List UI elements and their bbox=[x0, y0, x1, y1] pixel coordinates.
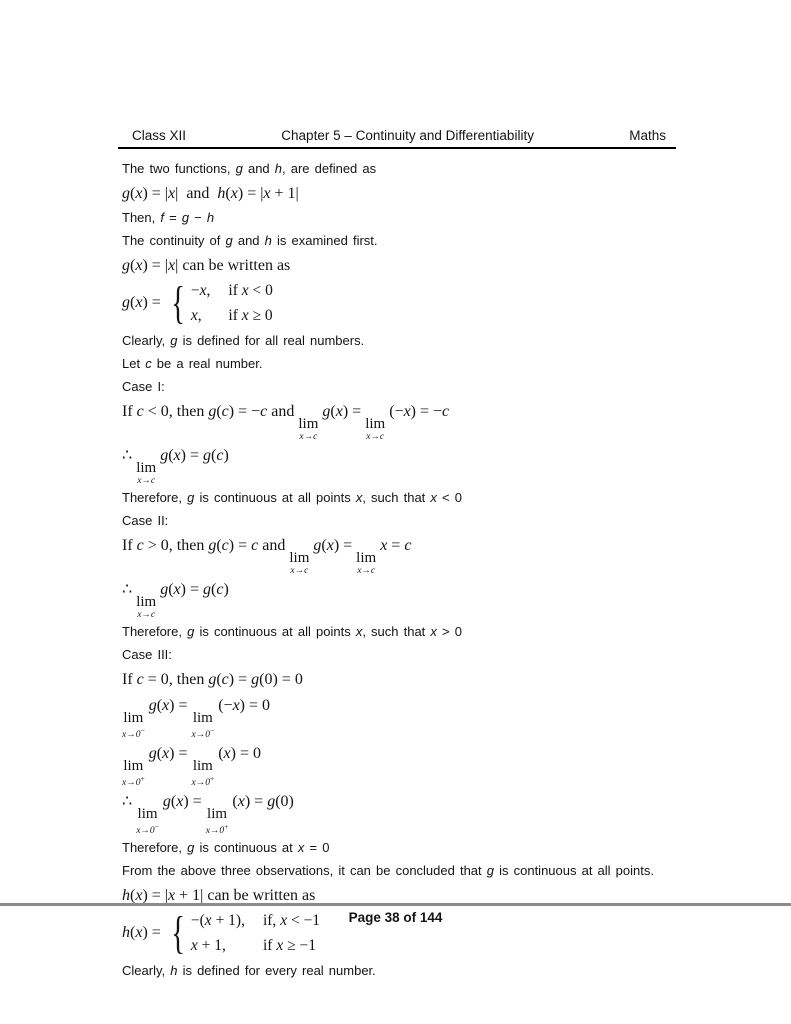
cases-rows bbox=[191, 281, 273, 325]
text-run: c bbox=[136, 403, 144, 420]
text-run: h bbox=[122, 924, 130, 942]
text-run: ( bbox=[211, 447, 217, 464]
text-run: Therefore, bbox=[122, 624, 188, 639]
math-line bbox=[122, 254, 680, 278]
limit-operator: lim x→c bbox=[356, 550, 377, 576]
header-class: Class XII bbox=[132, 128, 187, 143]
text-run: x bbox=[135, 887, 143, 905]
text-run: ) = bbox=[333, 537, 357, 554]
text-run: = 0, then bbox=[143, 671, 209, 688]
text-run: ( bbox=[156, 697, 163, 714]
text-run: ( bbox=[216, 671, 222, 688]
text-run: ) bbox=[223, 581, 229, 598]
text-run: ( bbox=[170, 793, 177, 811]
math-line bbox=[122, 400, 680, 442]
text-run: + 1| can be written as bbox=[175, 887, 316, 905]
limit-operator: lim x→c bbox=[136, 460, 157, 486]
text-run: x bbox=[380, 537, 388, 554]
text-run: is continuous at all points bbox=[194, 490, 356, 505]
text-run: g bbox=[160, 581, 169, 598]
header-subject: Maths bbox=[629, 128, 666, 143]
document-body bbox=[122, 159, 680, 984]
text-run: ∴ bbox=[122, 447, 137, 464]
text-run: g bbox=[148, 697, 157, 714]
text-run: c bbox=[136, 537, 144, 554]
text-run: x bbox=[135, 257, 143, 274]
text-run: x bbox=[135, 924, 143, 942]
text-run: is defined for every real number. bbox=[177, 963, 376, 979]
text-run: x bbox=[335, 403, 343, 420]
case-expression bbox=[191, 306, 211, 325]
text-run: x bbox=[168, 887, 176, 905]
text-run: c bbox=[216, 581, 224, 598]
paragraph bbox=[122, 231, 680, 250]
case-condition bbox=[228, 281, 272, 300]
text-run: ( bbox=[130, 294, 136, 311]
text-run: g bbox=[251, 671, 260, 688]
text-run: be a real number. bbox=[151, 356, 263, 371]
text-run: ( bbox=[214, 745, 224, 763]
text-run: ) = bbox=[180, 581, 203, 598]
text-run: x bbox=[168, 257, 176, 274]
text-run: ( bbox=[168, 581, 174, 598]
paragraph bbox=[122, 511, 680, 530]
limit-operator: lim x→0+ bbox=[122, 758, 145, 789]
limit-operator: lim x→c bbox=[136, 594, 157, 620]
text-run: (0) = 0 bbox=[259, 671, 303, 688]
text-run: Therefore, bbox=[122, 490, 188, 505]
text-run: is examined first. bbox=[271, 233, 378, 248]
text-run: ( bbox=[330, 403, 336, 420]
header-row bbox=[118, 127, 676, 147]
text-run: g bbox=[122, 294, 130, 311]
text-run: ( bbox=[225, 185, 231, 202]
text-run: = bbox=[163, 210, 182, 225]
text-run: = 0 bbox=[304, 840, 330, 856]
text-run: ( bbox=[216, 403, 222, 420]
text-run: − bbox=[189, 210, 207, 225]
text-run: c bbox=[145, 356, 152, 371]
text-run: ( bbox=[156, 745, 163, 763]
paragraph bbox=[122, 488, 680, 507]
text-run: ) = | bbox=[142, 887, 168, 905]
text-run: + 1, bbox=[197, 937, 226, 955]
text-run: x bbox=[223, 745, 231, 763]
text-run: If bbox=[122, 671, 137, 688]
limit-operator: lim x→0− bbox=[191, 710, 215, 741]
text-run: if bbox=[228, 307, 242, 324]
text-run: x bbox=[173, 581, 181, 598]
text-run: h bbox=[170, 963, 178, 979]
text-run: ) = 0 bbox=[230, 745, 261, 763]
text-run: ( bbox=[228, 793, 238, 811]
text-run: is continuous at all points. bbox=[494, 863, 654, 879]
text-run: The continuity of bbox=[122, 233, 226, 248]
brace-glyph: { bbox=[170, 277, 185, 328]
text-run: ) = − bbox=[228, 403, 261, 420]
text-run: x bbox=[230, 185, 238, 202]
limit-operator: lim x→0− bbox=[122, 710, 145, 741]
text-run: x bbox=[190, 937, 198, 955]
text-run: < 0, then bbox=[143, 403, 209, 420]
text-run: | and bbox=[175, 185, 218, 202]
text-run: + 1| bbox=[270, 185, 299, 202]
text-run: c bbox=[221, 403, 229, 420]
text-run: ( bbox=[211, 581, 217, 598]
header-chapter: Chapter 5 – Continuity and Differentiability bbox=[281, 128, 534, 143]
text-run: ( bbox=[321, 537, 327, 554]
text-run: ( bbox=[130, 887, 136, 905]
page-footer bbox=[0, 903, 791, 930]
text-run: x bbox=[199, 282, 207, 299]
paragraph bbox=[122, 159, 680, 178]
text-run: g bbox=[187, 624, 195, 639]
math-line bbox=[122, 668, 680, 692]
text-run: ( bbox=[130, 257, 136, 274]
text-run: ) bbox=[223, 447, 229, 464]
text-run: , such that bbox=[362, 624, 431, 639]
text-run: f bbox=[160, 210, 164, 225]
text-run: Let bbox=[122, 356, 146, 371]
text-run: = bbox=[387, 537, 405, 554]
piecewise-definition bbox=[122, 277, 680, 328]
paragraph bbox=[122, 377, 680, 396]
math-line bbox=[122, 694, 680, 740]
text-run: −( bbox=[190, 912, 205, 930]
case-expression bbox=[191, 281, 211, 300]
text-run: if bbox=[228, 282, 242, 299]
limit-operator: lim x→0+ bbox=[191, 758, 215, 789]
text-run: if bbox=[262, 937, 277, 955]
math-line bbox=[122, 790, 680, 836]
text-run: ) = | bbox=[142, 185, 168, 202]
text-run: Case III: bbox=[122, 647, 172, 662]
text-run: g bbox=[267, 793, 276, 811]
text-run: Clearly, bbox=[122, 333, 171, 348]
text-run: ) = | bbox=[142, 257, 168, 274]
text-run: Clearly, bbox=[122, 963, 171, 979]
paragraph bbox=[122, 838, 680, 857]
text-run: h bbox=[264, 233, 272, 248]
text-run: ) = bbox=[180, 447, 203, 464]
cases-lhs bbox=[122, 294, 165, 312]
text-run: Therefore, bbox=[122, 840, 188, 856]
text-run: > 0 bbox=[436, 624, 462, 639]
text-run: ∴ bbox=[122, 581, 137, 598]
text-run: g bbox=[225, 233, 233, 248]
text-run: x bbox=[135, 294, 143, 311]
text-run: x bbox=[162, 745, 170, 763]
text-run: x bbox=[326, 537, 334, 554]
text-run: x bbox=[162, 697, 170, 714]
text-run: ( bbox=[130, 185, 136, 202]
case-expression bbox=[191, 936, 245, 955]
math-line bbox=[122, 742, 680, 788]
text-run: c bbox=[260, 403, 268, 420]
text-run: , such that bbox=[362, 490, 431, 505]
case-condition bbox=[263, 936, 320, 955]
text-run: Case I: bbox=[122, 379, 165, 394]
text-run: c bbox=[442, 403, 450, 420]
case-condition bbox=[228, 306, 272, 325]
text-run: Case II: bbox=[122, 513, 169, 528]
text-run: (0) bbox=[275, 793, 294, 811]
text-run: x bbox=[204, 912, 212, 930]
text-run: and bbox=[267, 403, 299, 420]
text-run: g bbox=[313, 537, 322, 554]
paragraph bbox=[122, 645, 680, 664]
text-run: g bbox=[187, 490, 195, 505]
text-run: x bbox=[232, 697, 240, 714]
text-run: x bbox=[237, 793, 245, 811]
text-run: < 0 bbox=[436, 490, 462, 505]
cases-lhs bbox=[122, 924, 165, 942]
text-run: x bbox=[430, 490, 437, 505]
text-run: g bbox=[322, 403, 331, 420]
text-run: h bbox=[217, 185, 226, 202]
text-run: h bbox=[122, 887, 130, 905]
text-run: < 0 bbox=[248, 282, 273, 299]
limit-operator: lim x→c bbox=[289, 550, 310, 576]
text-run: ) = 0 bbox=[239, 697, 271, 714]
math-line bbox=[122, 182, 680, 206]
text-run: ) = bbox=[169, 745, 192, 763]
text-run: ( bbox=[130, 924, 136, 942]
text-run: From the above three observations, it can be concluded that bbox=[122, 863, 487, 879]
text-run: , are defined as bbox=[282, 161, 377, 176]
text-run: x bbox=[280, 912, 288, 930]
text-run: x bbox=[168, 185, 176, 202]
text-run: g bbox=[122, 185, 130, 202]
text-run: ) = bbox=[342, 403, 366, 420]
paragraph bbox=[122, 331, 680, 350]
text-run: The two functions, bbox=[122, 161, 236, 176]
text-run: c bbox=[216, 447, 224, 464]
text-run: ) = bbox=[228, 671, 252, 688]
text-run: (− bbox=[214, 697, 233, 714]
text-run: g bbox=[122, 257, 130, 274]
text-run: x bbox=[135, 185, 143, 202]
text-run: g bbox=[181, 210, 190, 225]
text-run: x bbox=[403, 403, 411, 420]
text-run: ( bbox=[168, 447, 174, 464]
text-run: g bbox=[170, 333, 178, 348]
text-run: g bbox=[235, 161, 243, 176]
text-run: x bbox=[263, 185, 271, 202]
text-run: ) = bbox=[142, 924, 165, 942]
text-run: ( bbox=[216, 537, 222, 554]
text-run: ∴ bbox=[122, 793, 137, 811]
text-run: x bbox=[241, 282, 249, 299]
text-run: x bbox=[276, 937, 284, 955]
page-number: Page 38 of 144 bbox=[348, 910, 443, 925]
math-line bbox=[122, 578, 680, 620]
text-run: ) = | bbox=[237, 185, 264, 202]
text-run: x bbox=[355, 490, 363, 505]
text-run: g bbox=[162, 793, 171, 811]
text-run: and bbox=[242, 161, 275, 176]
text-run: c bbox=[221, 671, 229, 688]
text-run: , bbox=[197, 307, 202, 324]
text-run: | can be written as bbox=[175, 257, 291, 274]
text-run: x bbox=[173, 447, 181, 464]
limit-operator: lim x→c bbox=[298, 416, 319, 442]
text-run: ) = bbox=[244, 793, 268, 811]
text-run: , bbox=[206, 282, 211, 299]
text-run: and bbox=[258, 537, 290, 554]
text-run: g bbox=[203, 581, 211, 598]
math-line bbox=[122, 534, 680, 576]
text-run: is continuous at bbox=[194, 840, 298, 856]
limit-operator: lim x→0+ bbox=[205, 806, 229, 837]
text-run: x bbox=[297, 840, 305, 856]
text-run: If bbox=[122, 537, 137, 554]
text-run: x bbox=[241, 307, 249, 324]
paragraph bbox=[122, 622, 680, 641]
text-run: g bbox=[160, 447, 169, 464]
paragraph bbox=[122, 961, 680, 980]
text-run: h bbox=[274, 161, 283, 176]
text-run: x bbox=[176, 793, 184, 811]
text-run: is continuous at all points bbox=[194, 624, 356, 639]
text-run: if, bbox=[262, 912, 281, 930]
text-run: ) = − bbox=[410, 403, 443, 420]
text-run: If bbox=[122, 403, 137, 420]
text-run: ≥ −1 bbox=[283, 937, 316, 955]
text-run: is defined for all real numbers. bbox=[177, 333, 365, 348]
brace-glyph: { bbox=[170, 907, 185, 959]
text-run: ≥ 0 bbox=[248, 307, 273, 324]
text-run: g bbox=[486, 863, 494, 879]
text-run: h bbox=[206, 210, 215, 225]
text-run: c bbox=[221, 537, 229, 554]
text-run: g bbox=[187, 840, 195, 856]
text-run: ) = bbox=[169, 697, 192, 714]
text-run: c bbox=[404, 537, 412, 554]
limit-operator: lim x→0− bbox=[136, 806, 159, 837]
text-run: + 1), bbox=[211, 912, 245, 930]
text-run: ) = bbox=[228, 537, 252, 554]
text-run: x bbox=[355, 624, 363, 639]
paragraph bbox=[122, 354, 680, 373]
text-run: ) = bbox=[183, 793, 206, 811]
text-run: g bbox=[203, 447, 211, 464]
page-header bbox=[118, 127, 676, 149]
text-run: g bbox=[208, 537, 217, 554]
text-run: g bbox=[208, 671, 217, 688]
text-run: Then, bbox=[122, 210, 161, 225]
text-run: > 0, then bbox=[143, 537, 209, 554]
text-run: c bbox=[136, 671, 144, 688]
text-run: − bbox=[190, 282, 200, 299]
paragraph bbox=[122, 208, 680, 227]
math-line bbox=[122, 444, 680, 486]
text-run: g bbox=[208, 403, 217, 420]
limit-operator: lim x→c bbox=[365, 416, 386, 442]
text-run: x bbox=[430, 624, 437, 639]
text-run: and bbox=[232, 233, 265, 248]
text-run: (− bbox=[385, 403, 404, 420]
text-run: x bbox=[190, 307, 198, 324]
text-run: c bbox=[251, 537, 259, 554]
text-run: g bbox=[148, 745, 157, 763]
text-run: ) = bbox=[142, 294, 165, 311]
paragraph bbox=[122, 861, 680, 880]
text-run: < −1 bbox=[287, 912, 321, 930]
